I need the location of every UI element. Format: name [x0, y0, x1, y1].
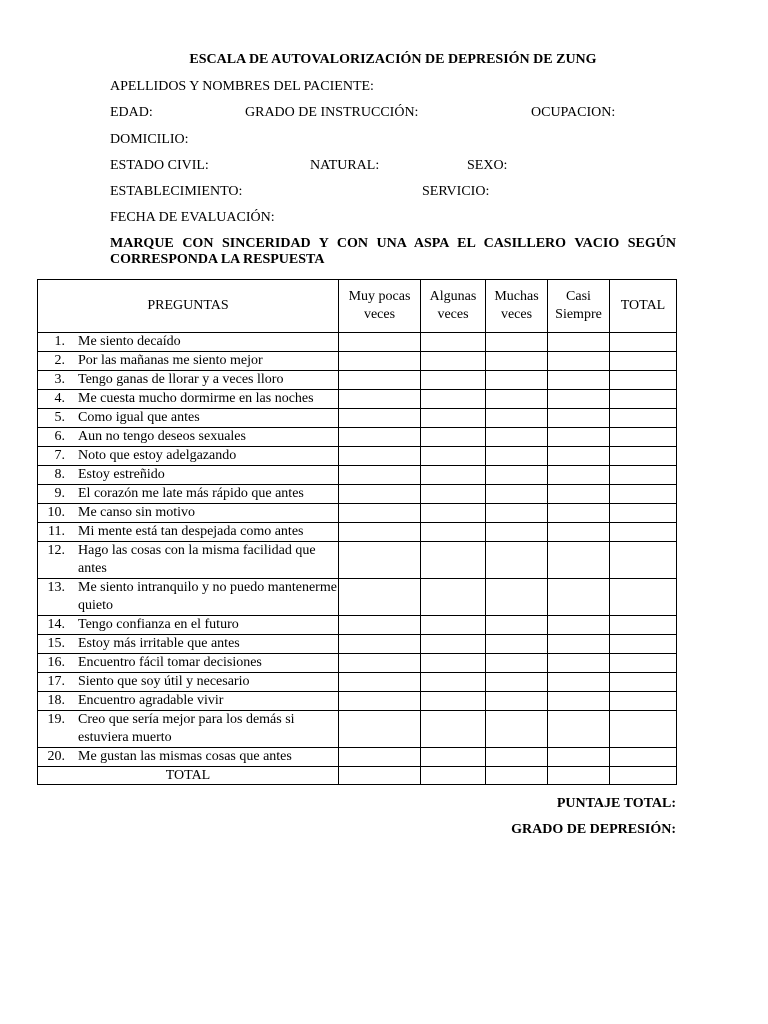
answer-cell[interactable] — [486, 654, 548, 673]
answer-cell[interactable] — [610, 635, 677, 654]
instructions: MARQUE CON SINCERIDAD Y CON UNA ASPA EL CASILLERO VACIO SEGÚN CORRESPONDA LA RESPUESTA — [110, 236, 676, 267]
answer-cell[interactable] — [486, 579, 548, 616]
question-text: Me canso sin motivo — [78, 505, 196, 520]
question-number: 9. — [54, 486, 65, 501]
total-row — [38, 767, 677, 785]
answer-cell[interactable] — [486, 523, 548, 542]
question-text: Por las mañanas me siento mejor — [78, 353, 263, 368]
answer-cell[interactable] — [610, 748, 677, 767]
answer-cell[interactable] — [339, 371, 421, 390]
question-cell — [38, 654, 339, 673]
question-cell — [38, 371, 339, 390]
answer-cell[interactable] — [548, 371, 610, 390]
answer-cell[interactable] — [421, 767, 486, 785]
answer-cell[interactable] — [610, 711, 677, 748]
answer-cell[interactable] — [421, 352, 486, 371]
answer-cell[interactable] — [486, 371, 548, 390]
answer-cell[interactable] — [548, 409, 610, 428]
answer-cell[interactable] — [339, 466, 421, 485]
answer-cell[interactable] — [610, 466, 677, 485]
table-row — [38, 635, 677, 654]
table-header-row — [38, 280, 677, 333]
answer-cell[interactable] — [486, 333, 548, 352]
question-cell — [38, 428, 339, 447]
table-row — [38, 692, 677, 711]
answer-cell[interactable] — [486, 635, 548, 654]
table-row — [38, 504, 677, 523]
table-row — [38, 711, 677, 748]
table-row — [38, 428, 677, 447]
answer-cell[interactable] — [339, 428, 421, 447]
question-text: Siento que soy útil y necesario — [78, 674, 250, 689]
question-cell — [38, 409, 339, 428]
answer-cell[interactable] — [610, 692, 677, 711]
answer-cell[interactable] — [548, 711, 610, 748]
question-text: Creo que sería mejor para los demás si estuviera muerto — [78, 712, 295, 745]
answer-cell[interactable] — [486, 616, 548, 635]
answer-cell[interactable] — [339, 352, 421, 371]
answer-cell[interactable] — [548, 504, 610, 523]
answer-cell[interactable] — [421, 542, 486, 579]
question-number: 7. — [54, 448, 65, 463]
table-row — [38, 523, 677, 542]
answer-cell[interactable] — [339, 579, 421, 616]
answer-cell[interactable] — [421, 654, 486, 673]
table-row — [38, 485, 677, 504]
answer-cell[interactable] — [421, 409, 486, 428]
answer-cell[interactable] — [548, 748, 610, 767]
question-number: 11. — [48, 524, 65, 539]
answer-cell[interactable] — [421, 371, 486, 390]
field-servicio-label: SERVICIO: — [422, 184, 490, 199]
answer-cell[interactable] — [610, 523, 677, 542]
question-number: 12. — [47, 543, 65, 558]
question-cell — [38, 504, 339, 523]
question-cell — [38, 692, 339, 711]
question-number: 10. — [47, 505, 65, 520]
answer-cell[interactable] — [486, 748, 548, 767]
answer-cell[interactable] — [610, 542, 677, 579]
answer-cell[interactable] — [610, 485, 677, 504]
table-row — [38, 673, 677, 692]
answer-cell[interactable] — [610, 616, 677, 635]
answer-cell[interactable] — [548, 352, 610, 371]
question-cell — [38, 523, 339, 542]
field-natural-label: NATURAL: — [310, 158, 380, 173]
answer-cell[interactable] — [421, 466, 486, 485]
answer-cell[interactable] — [486, 692, 548, 711]
page-title: ESCALA DE AUTOVALORIZACIÓN DE DEPRESIÓN DE ZUNG — [189, 52, 597, 67]
question-text: Aun no tengo deseos sexuales — [78, 429, 246, 444]
table-row — [38, 447, 677, 466]
answer-cell[interactable] — [339, 711, 421, 748]
question-text: Tengo ganas de llorar y a veces lloro — [78, 372, 284, 387]
answer-cell[interactable] — [610, 654, 677, 673]
question-cell — [38, 711, 339, 748]
answer-cell[interactable] — [548, 692, 610, 711]
question-cell — [38, 616, 339, 635]
answer-cell[interactable] — [548, 485, 610, 504]
question-number: 1. — [54, 334, 65, 349]
answer-cell[interactable] — [339, 767, 421, 785]
answer-cell[interactable] — [339, 333, 421, 352]
answer-cell[interactable] — [610, 352, 677, 371]
table-row — [38, 542, 677, 579]
table-row — [38, 616, 677, 635]
question-number: 6. — [54, 429, 65, 444]
question-number: 20. — [47, 749, 65, 764]
answer-cell[interactable] — [548, 767, 610, 785]
puntaje-total-label: PUNTAJE TOTAL: — [556, 796, 676, 811]
question-cell — [38, 466, 339, 485]
answer-cell[interactable] — [548, 635, 610, 654]
question-cell — [38, 748, 339, 767]
question-text: Encuentro agradable vivir — [78, 693, 224, 708]
header-casi-siempre: Casi Siempre — [548, 280, 610, 333]
answer-cell[interactable] — [421, 428, 486, 447]
answer-cell[interactable] — [610, 333, 677, 352]
answer-cell[interactable] — [339, 635, 421, 654]
answer-cell[interactable] — [610, 409, 677, 428]
field-domicilio-label: DOMICILIO: — [110, 132, 189, 147]
table-row — [38, 466, 677, 485]
answer-cell[interactable] — [548, 447, 610, 466]
header-muchas-veces: Muchas veces — [486, 280, 548, 333]
grado-depresion-label: GRADO DE DEPRESIÓN: — [511, 822, 676, 837]
field-edad-label: EDAD: — [110, 105, 153, 120]
table-row — [38, 654, 677, 673]
answer-cell[interactable] — [421, 447, 486, 466]
question-text: Noto que estoy adelgazando — [78, 448, 237, 463]
header-preguntas: PREGUNTAS — [38, 280, 339, 333]
answer-cell[interactable] — [610, 390, 677, 409]
header-muy-pocas-veces: Muy pocas veces — [339, 280, 421, 333]
answer-cell[interactable] — [548, 428, 610, 447]
table-row — [38, 371, 677, 390]
answer-cell[interactable] — [486, 542, 548, 579]
field-grado-instruccion-label: GRADO DE INSTRUCCIÓN: — [245, 105, 419, 120]
question-number: 16. — [47, 655, 65, 670]
question-number: 8. — [54, 467, 65, 482]
header-algunas-veces: Algunas veces — [421, 280, 486, 333]
answer-cell[interactable] — [339, 654, 421, 673]
answer-cell[interactable] — [486, 504, 548, 523]
question-number: 5. — [54, 410, 65, 425]
answer-cell[interactable] — [548, 654, 610, 673]
answer-cell[interactable] — [421, 579, 486, 616]
total-row-label: TOTAL — [38, 767, 339, 785]
answer-cell[interactable] — [486, 485, 548, 504]
answer-cell[interactable] — [610, 504, 677, 523]
answer-cell[interactable] — [421, 390, 486, 409]
table-row — [38, 352, 677, 371]
answer-cell[interactable] — [548, 579, 610, 616]
answer-cell[interactable] — [610, 371, 677, 390]
answer-cell[interactable] — [486, 767, 548, 785]
answer-cell[interactable] — [339, 390, 421, 409]
answer-cell[interactable] — [339, 748, 421, 767]
answer-cell[interactable] — [548, 333, 610, 352]
answer-cell[interactable] — [339, 485, 421, 504]
answer-cell[interactable] — [339, 504, 421, 523]
answer-cell[interactable] — [421, 711, 486, 748]
answer-cell[interactable] — [610, 673, 677, 692]
question-cell — [38, 579, 339, 616]
question-number: 19. — [47, 712, 65, 727]
table-row — [38, 390, 677, 409]
question-text: Me cuesta mucho dormirme en las noches — [78, 391, 314, 406]
answer-cell[interactable] — [339, 447, 421, 466]
question-cell — [38, 542, 339, 579]
question-number: 4. — [54, 391, 65, 406]
question-number: 3. — [54, 372, 65, 387]
answer-cell[interactable] — [486, 390, 548, 409]
question-text: El corazón me late más rápido que antes — [78, 486, 304, 501]
question-cell — [38, 485, 339, 504]
answer-cell[interactable] — [610, 428, 677, 447]
question-text: Estoy más irritable que antes — [78, 636, 240, 651]
field-sexo-label: SEXO: — [467, 158, 508, 173]
question-text: Tengo confianza en el futuro — [78, 617, 239, 632]
question-cell — [38, 447, 339, 466]
answer-cell[interactable] — [421, 692, 486, 711]
question-text: Me gustan las mismas cosas que antes — [78, 749, 292, 764]
question-cell — [38, 673, 339, 692]
table-row — [38, 579, 677, 616]
answer-cell[interactable] — [486, 352, 548, 371]
answer-cell[interactable] — [610, 447, 677, 466]
answer-cell[interactable] — [421, 333, 486, 352]
answer-cell[interactable] — [548, 523, 610, 542]
question-number: 18. — [47, 693, 65, 708]
table-row — [38, 748, 677, 767]
field-apellidos-label: APELLIDOS Y NOMBRES DEL PACIENTE: — [110, 79, 374, 94]
question-text: Hago las cosas con la misma facilidad que antes — [78, 543, 316, 576]
field-fecha-label: FECHA DE EVALUACIÓN: — [110, 210, 275, 225]
answer-cell[interactable] — [339, 616, 421, 635]
answer-cell[interactable] — [486, 711, 548, 748]
answer-cell[interactable] — [548, 542, 610, 579]
answer-cell[interactable] — [548, 390, 610, 409]
field-establecimiento-label: ESTABLECIMIENTO: — [110, 184, 243, 199]
answer-cell[interactable] — [339, 673, 421, 692]
question-number: 13. — [47, 580, 65, 595]
answer-cell[interactable] — [486, 409, 548, 428]
answer-cell[interactable] — [339, 409, 421, 428]
question-number: 14. — [47, 617, 65, 632]
question-text: Me siento intranquilo y no puedo mantenerme quieto — [78, 580, 337, 613]
question-text: Mi mente está tan despejada como antes — [78, 524, 304, 539]
table-row — [38, 409, 677, 428]
field-estado-civil-label: ESTADO CIVIL: — [110, 158, 209, 173]
question-text: Estoy estreñido — [78, 467, 165, 482]
answer-cell[interactable] — [486, 447, 548, 466]
question-text: Encuentro fácil tomar decisiones — [78, 655, 262, 670]
answer-cell[interactable] — [421, 635, 486, 654]
question-number: 17. — [47, 674, 65, 689]
answer-cell[interactable] — [486, 466, 548, 485]
question-text: Me siento decaído — [78, 334, 181, 349]
answer-cell[interactable] — [610, 767, 677, 785]
zung-table — [37, 279, 677, 785]
answer-cell[interactable] — [421, 504, 486, 523]
header-total: TOTAL — [610, 280, 677, 333]
answer-cell[interactable] — [548, 673, 610, 692]
answer-cell[interactable] — [486, 673, 548, 692]
question-cell — [38, 333, 339, 352]
question-number: 15. — [47, 636, 65, 651]
question-cell — [38, 352, 339, 371]
question-cell — [38, 390, 339, 409]
answer-cell[interactable] — [421, 485, 486, 504]
question-text: Como igual que antes — [78, 410, 200, 425]
answer-cell[interactable] — [421, 616, 486, 635]
answer-cell[interactable] — [421, 748, 486, 767]
answer-cell[interactable] — [421, 523, 486, 542]
answer-cell[interactable] — [339, 542, 421, 579]
answer-cell[interactable] — [339, 523, 421, 542]
question-cell — [38, 635, 339, 654]
answer-cell[interactable] — [548, 466, 610, 485]
table-row — [38, 333, 677, 352]
answer-cell[interactable] — [486, 428, 548, 447]
answer-cell[interactable] — [421, 673, 486, 692]
answer-cell[interactable] — [610, 579, 677, 616]
question-number: 2. — [54, 353, 65, 368]
answer-cell[interactable] — [548, 616, 610, 635]
answer-cell[interactable] — [339, 692, 421, 711]
field-ocupacion-label: OCUPACION: — [531, 105, 616, 120]
